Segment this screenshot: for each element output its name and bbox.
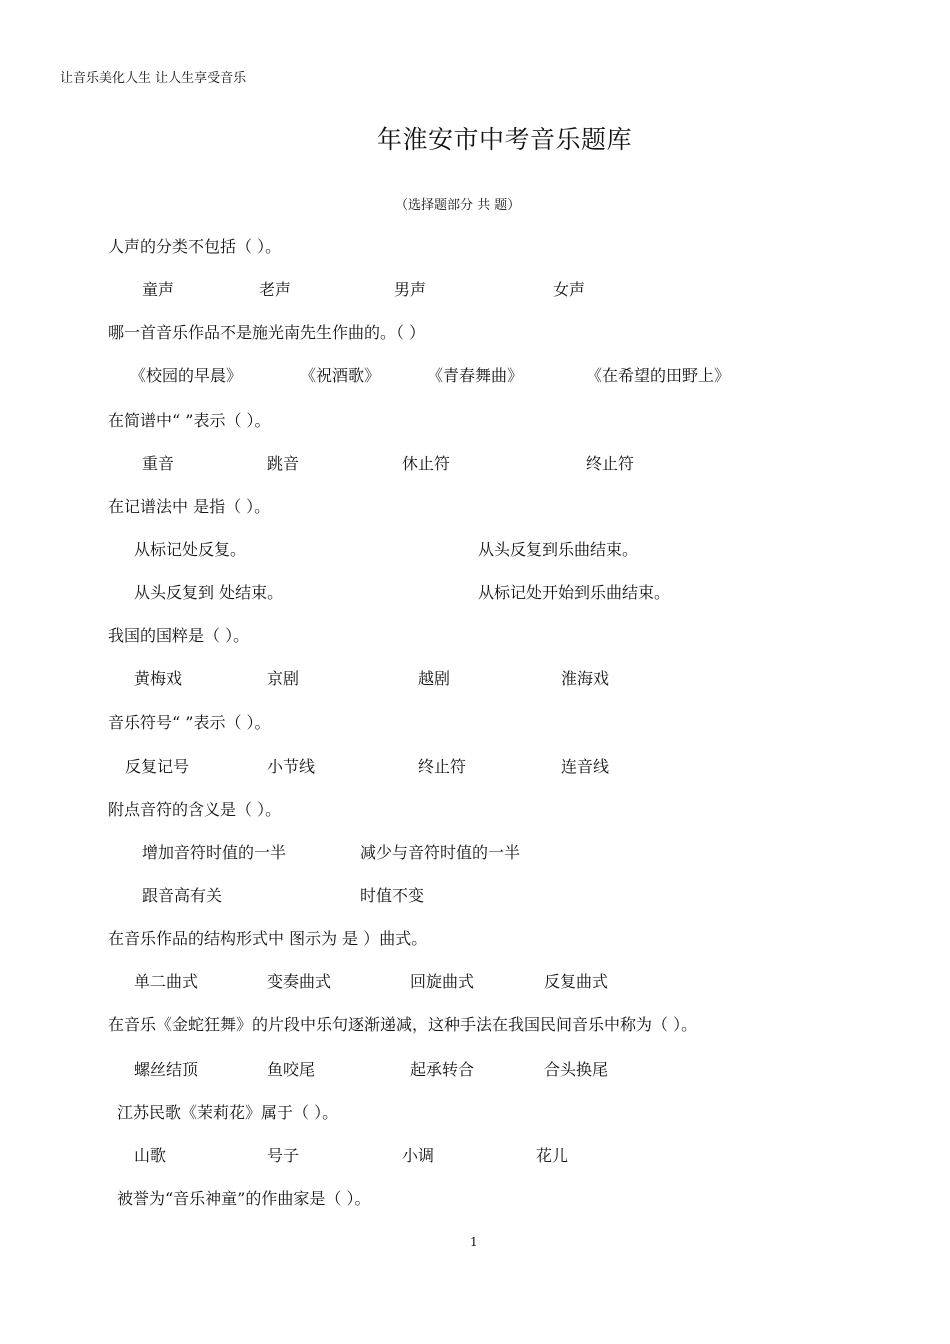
option-8c: 回旋曲式 [410, 972, 475, 991]
option-5d: 淮海戏 [561, 669, 610, 688]
question-3: 在简谱中“ ”表示（ ）。 [108, 411, 271, 430]
option-3c: 休止符 [402, 454, 451, 473]
option-2d: 《在希望的田野上》 [586, 366, 731, 385]
option-9a: 螺丝结顶 [134, 1060, 199, 1079]
option-5b: 京剧 [267, 669, 300, 688]
question-1: 人声的分类不包括（ ）。 [108, 237, 282, 256]
option-6a: 反复记号 [125, 757, 190, 776]
option-2c: 《青春舞曲》 [427, 366, 524, 385]
question-9: 在音乐《金蛇狂舞》的片段中乐句逐渐递减，这种手法在我国民间音乐中称为（ ）。 [108, 1015, 698, 1034]
question-10: 江苏民歌《茉莉花》属于（ ）。 [117, 1103, 339, 1122]
option-3d: 终止符 [586, 454, 635, 473]
option-8b: 变奏曲式 [267, 972, 332, 991]
option-1b: 老声 [259, 280, 292, 299]
option-3a: 重音 [142, 454, 175, 473]
option-5c: 越剧 [418, 669, 451, 688]
option-10c: 小调 [402, 1146, 435, 1165]
option-6d: 连音线 [561, 757, 610, 776]
page-number: 1 [470, 1235, 478, 1249]
option-8a: 单二曲式 [134, 972, 199, 991]
question-2: 哪一首音乐作品不是施光南先生作曲的。（ ） [108, 323, 426, 342]
question-4: 在记谱法中 是指（ ）。 [108, 497, 271, 516]
option-10d: 花儿 [536, 1146, 569, 1165]
option-1a: 童声 [142, 280, 175, 299]
option-6c: 终止符 [418, 757, 467, 776]
option-9d: 合头换尾 [544, 1060, 609, 1079]
option-9b: 鱼咬尾 [267, 1060, 316, 1079]
question-6: 音乐符号“ ”表示（ ）。 [108, 713, 271, 732]
option-4c: 从头反复到 处结束。 [134, 583, 284, 602]
option-9c: 起承转合 [410, 1060, 475, 1079]
option-4d: 从标记处开始到乐曲结束。 [478, 583, 671, 602]
section-subtitle: （选择题部分 共 题） [395, 198, 521, 213]
option-8d: 反复曲式 [544, 972, 609, 991]
option-1d: 女声 [553, 280, 586, 299]
question-11: 被誉为“音乐神童”的作曲家是（ ）。 [117, 1189, 371, 1208]
option-7d: 时值不变 [360, 886, 425, 905]
option-4a: 从标记处反复。 [134, 540, 247, 559]
question-5: 我国的国粹是（ ）。 [108, 626, 250, 645]
option-7a: 增加音符时值的一半 [142, 843, 287, 862]
page-title: 年淮安市中考音乐题库 [377, 125, 633, 154]
option-2b: 《祝酒歌》 [300, 366, 381, 385]
option-6b: 小节线 [267, 757, 316, 776]
page-header: 让音乐美化人生 让人生享受音乐 [60, 71, 247, 86]
option-7c: 跟音高有关 [142, 886, 223, 905]
question-8: 在音乐作品的结构形式中 图示为 是 ）曲式。 [108, 929, 428, 948]
option-5a: 黄梅戏 [134, 669, 183, 688]
option-10b: 号子 [267, 1146, 300, 1165]
option-3b: 跳音 [267, 454, 300, 473]
option-2a: 《校园的早晨》 [130, 366, 243, 385]
option-4b: 从头反复到乐曲结束。 [478, 540, 639, 559]
question-7: 附点音符的含义是（ ）。 [108, 800, 282, 819]
option-7b: 减少与音符时值的一半 [360, 843, 521, 862]
option-10a: 山歌 [134, 1146, 167, 1165]
option-1c: 男声 [394, 280, 427, 299]
